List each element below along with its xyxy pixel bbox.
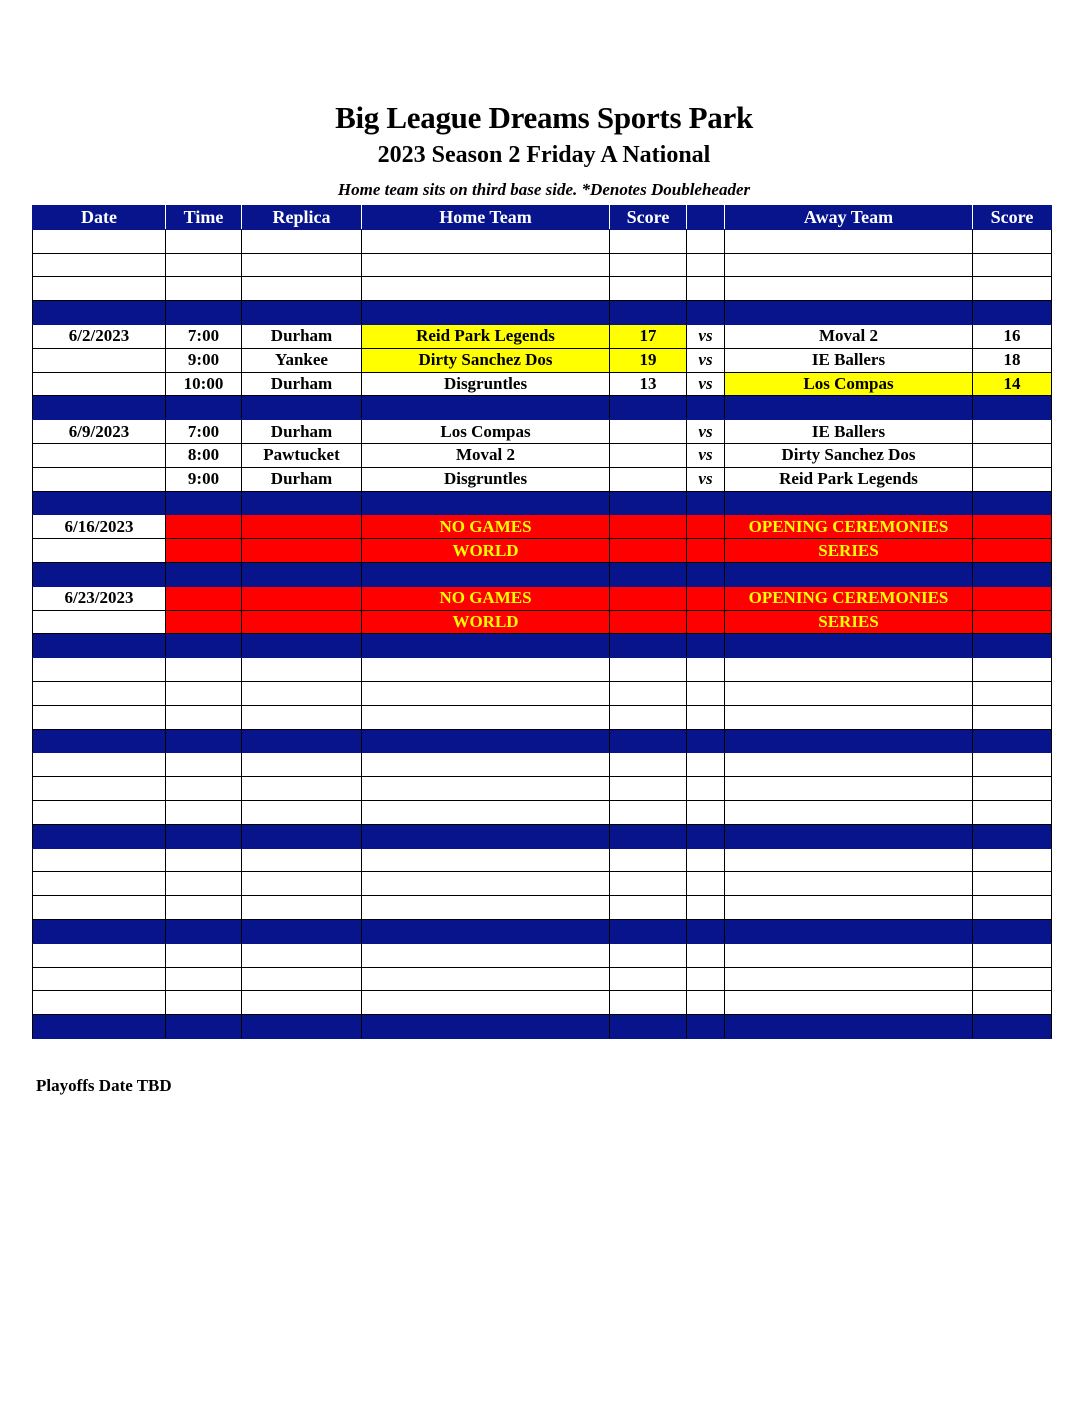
col-vs-header <box>687 206 725 230</box>
table-row <box>33 967 1052 991</box>
table-row <box>33 681 1052 705</box>
game-time: 9:00 <box>166 467 242 491</box>
game-time: 9:00 <box>166 348 242 372</box>
table-row <box>33 420 1052 444</box>
season-subtitle: 2023 Season 2 Friday A National <box>377 142 711 168</box>
col-time-header: Time <box>166 206 242 230</box>
opening-ceremonies-label: OPENING CEREMONIES <box>725 586 973 610</box>
game-replica: Pawtucket <box>242 443 362 467</box>
game-replica: Durham <box>242 467 362 491</box>
separator-row <box>33 634 1052 658</box>
table-row <box>33 658 1052 682</box>
col-home-score-header: Score <box>610 206 687 230</box>
game-replica: Durham <box>242 324 362 348</box>
away-team: Los Compas <box>725 372 973 396</box>
schedule-table <box>32 205 1052 1039</box>
opening-ceremonies-label: OPENING CEREMONIES <box>725 515 973 539</box>
game-date: 6/16/2023 <box>33 515 166 539</box>
table-row <box>33 277 1052 301</box>
away-score: 14 <box>973 372 1052 396</box>
table-row <box>33 991 1052 1015</box>
series-label: SERIES <box>725 610 973 634</box>
world-label: WORLD <box>362 610 610 634</box>
away-team: Reid Park Legends <box>725 467 973 491</box>
game-time: 10:00 <box>166 372 242 396</box>
table-row <box>33 800 1052 824</box>
table-row <box>33 372 1052 396</box>
table-row <box>33 253 1052 277</box>
separator-row <box>33 1015 1052 1039</box>
away-score <box>973 443 1052 467</box>
table-row <box>33 229 1052 253</box>
table-row <box>33 872 1052 896</box>
away-score <box>973 467 1052 491</box>
home-team: Disgruntles <box>362 467 610 491</box>
table-row <box>33 348 1052 372</box>
home-team: Disgruntles <box>362 372 610 396</box>
away-team: Dirty Sanchez Dos <box>725 443 973 467</box>
table-row <box>33 443 1052 467</box>
game-date: 6/2/2023 <box>33 324 166 348</box>
schedule-note: Home team sits on third base side. *Denotes Doubleheader <box>337 180 751 199</box>
table-row <box>33 705 1052 729</box>
away-score <box>973 420 1052 444</box>
away-score: 18 <box>973 348 1052 372</box>
separator-row <box>33 919 1052 943</box>
home-team: Los Compas <box>362 420 610 444</box>
away-score: 16 <box>973 324 1052 348</box>
game-date: 6/23/2023 <box>33 586 166 610</box>
table-row <box>33 467 1052 491</box>
home-team: Moval 2 <box>362 443 610 467</box>
separator-row <box>33 491 1052 515</box>
col-away-score-header: Score <box>973 206 1052 230</box>
table-row <box>33 539 1052 563</box>
vs-label: vs <box>687 324 725 348</box>
col-date-header: Date <box>33 206 166 230</box>
separator-row <box>33 729 1052 753</box>
playoffs-note: Playoffs Date TBD <box>36 1076 172 1095</box>
table-row <box>33 610 1052 634</box>
col-replica-header: Replica <box>242 206 362 230</box>
home-team: Reid Park Legends <box>362 324 610 348</box>
game-time: 8:00 <box>166 443 242 467</box>
separator-row <box>33 562 1052 586</box>
game-date: 6/9/2023 <box>33 420 166 444</box>
away-team: IE Ballers <box>725 420 973 444</box>
table-row <box>33 896 1052 920</box>
away-team: Moval 2 <box>725 324 973 348</box>
no-games-label: NO GAMES <box>362 586 610 610</box>
away-team: IE Ballers <box>725 348 973 372</box>
table-row <box>33 515 1052 539</box>
home-score <box>610 420 687 444</box>
table-row <box>33 777 1052 801</box>
table-row <box>33 848 1052 872</box>
vs-label: vs <box>687 372 725 396</box>
home-score: 17 <box>610 324 687 348</box>
home-score <box>610 467 687 491</box>
table-row <box>33 753 1052 777</box>
vs-label: vs <box>687 348 725 372</box>
home-score <box>610 443 687 467</box>
separator-row <box>33 396 1052 420</box>
vs-label: vs <box>687 443 725 467</box>
home-score: 19 <box>610 348 687 372</box>
game-time: 7:00 <box>166 324 242 348</box>
col-away-team-header: Away Team <box>725 206 973 230</box>
header-row <box>33 206 1052 230</box>
table-row <box>33 324 1052 348</box>
game-replica: Durham <box>242 372 362 396</box>
home-score: 13 <box>610 372 687 396</box>
game-time: 7:00 <box>166 420 242 444</box>
series-label: SERIES <box>725 539 973 563</box>
game-replica: Yankee <box>242 348 362 372</box>
vs-label: vs <box>687 420 725 444</box>
col-home-team-header: Home Team <box>362 206 610 230</box>
no-games-label: NO GAMES <box>362 515 610 539</box>
home-team: Dirty Sanchez Dos <box>362 348 610 372</box>
separator-row <box>33 301 1052 325</box>
vs-label: vs <box>687 467 725 491</box>
separator-row <box>33 824 1052 848</box>
world-label: WORLD <box>362 539 610 563</box>
table-row <box>33 943 1052 967</box>
game-replica: Durham <box>242 420 362 444</box>
page-title: Big League Dreams Sports Park <box>335 100 753 135</box>
table-row <box>33 586 1052 610</box>
